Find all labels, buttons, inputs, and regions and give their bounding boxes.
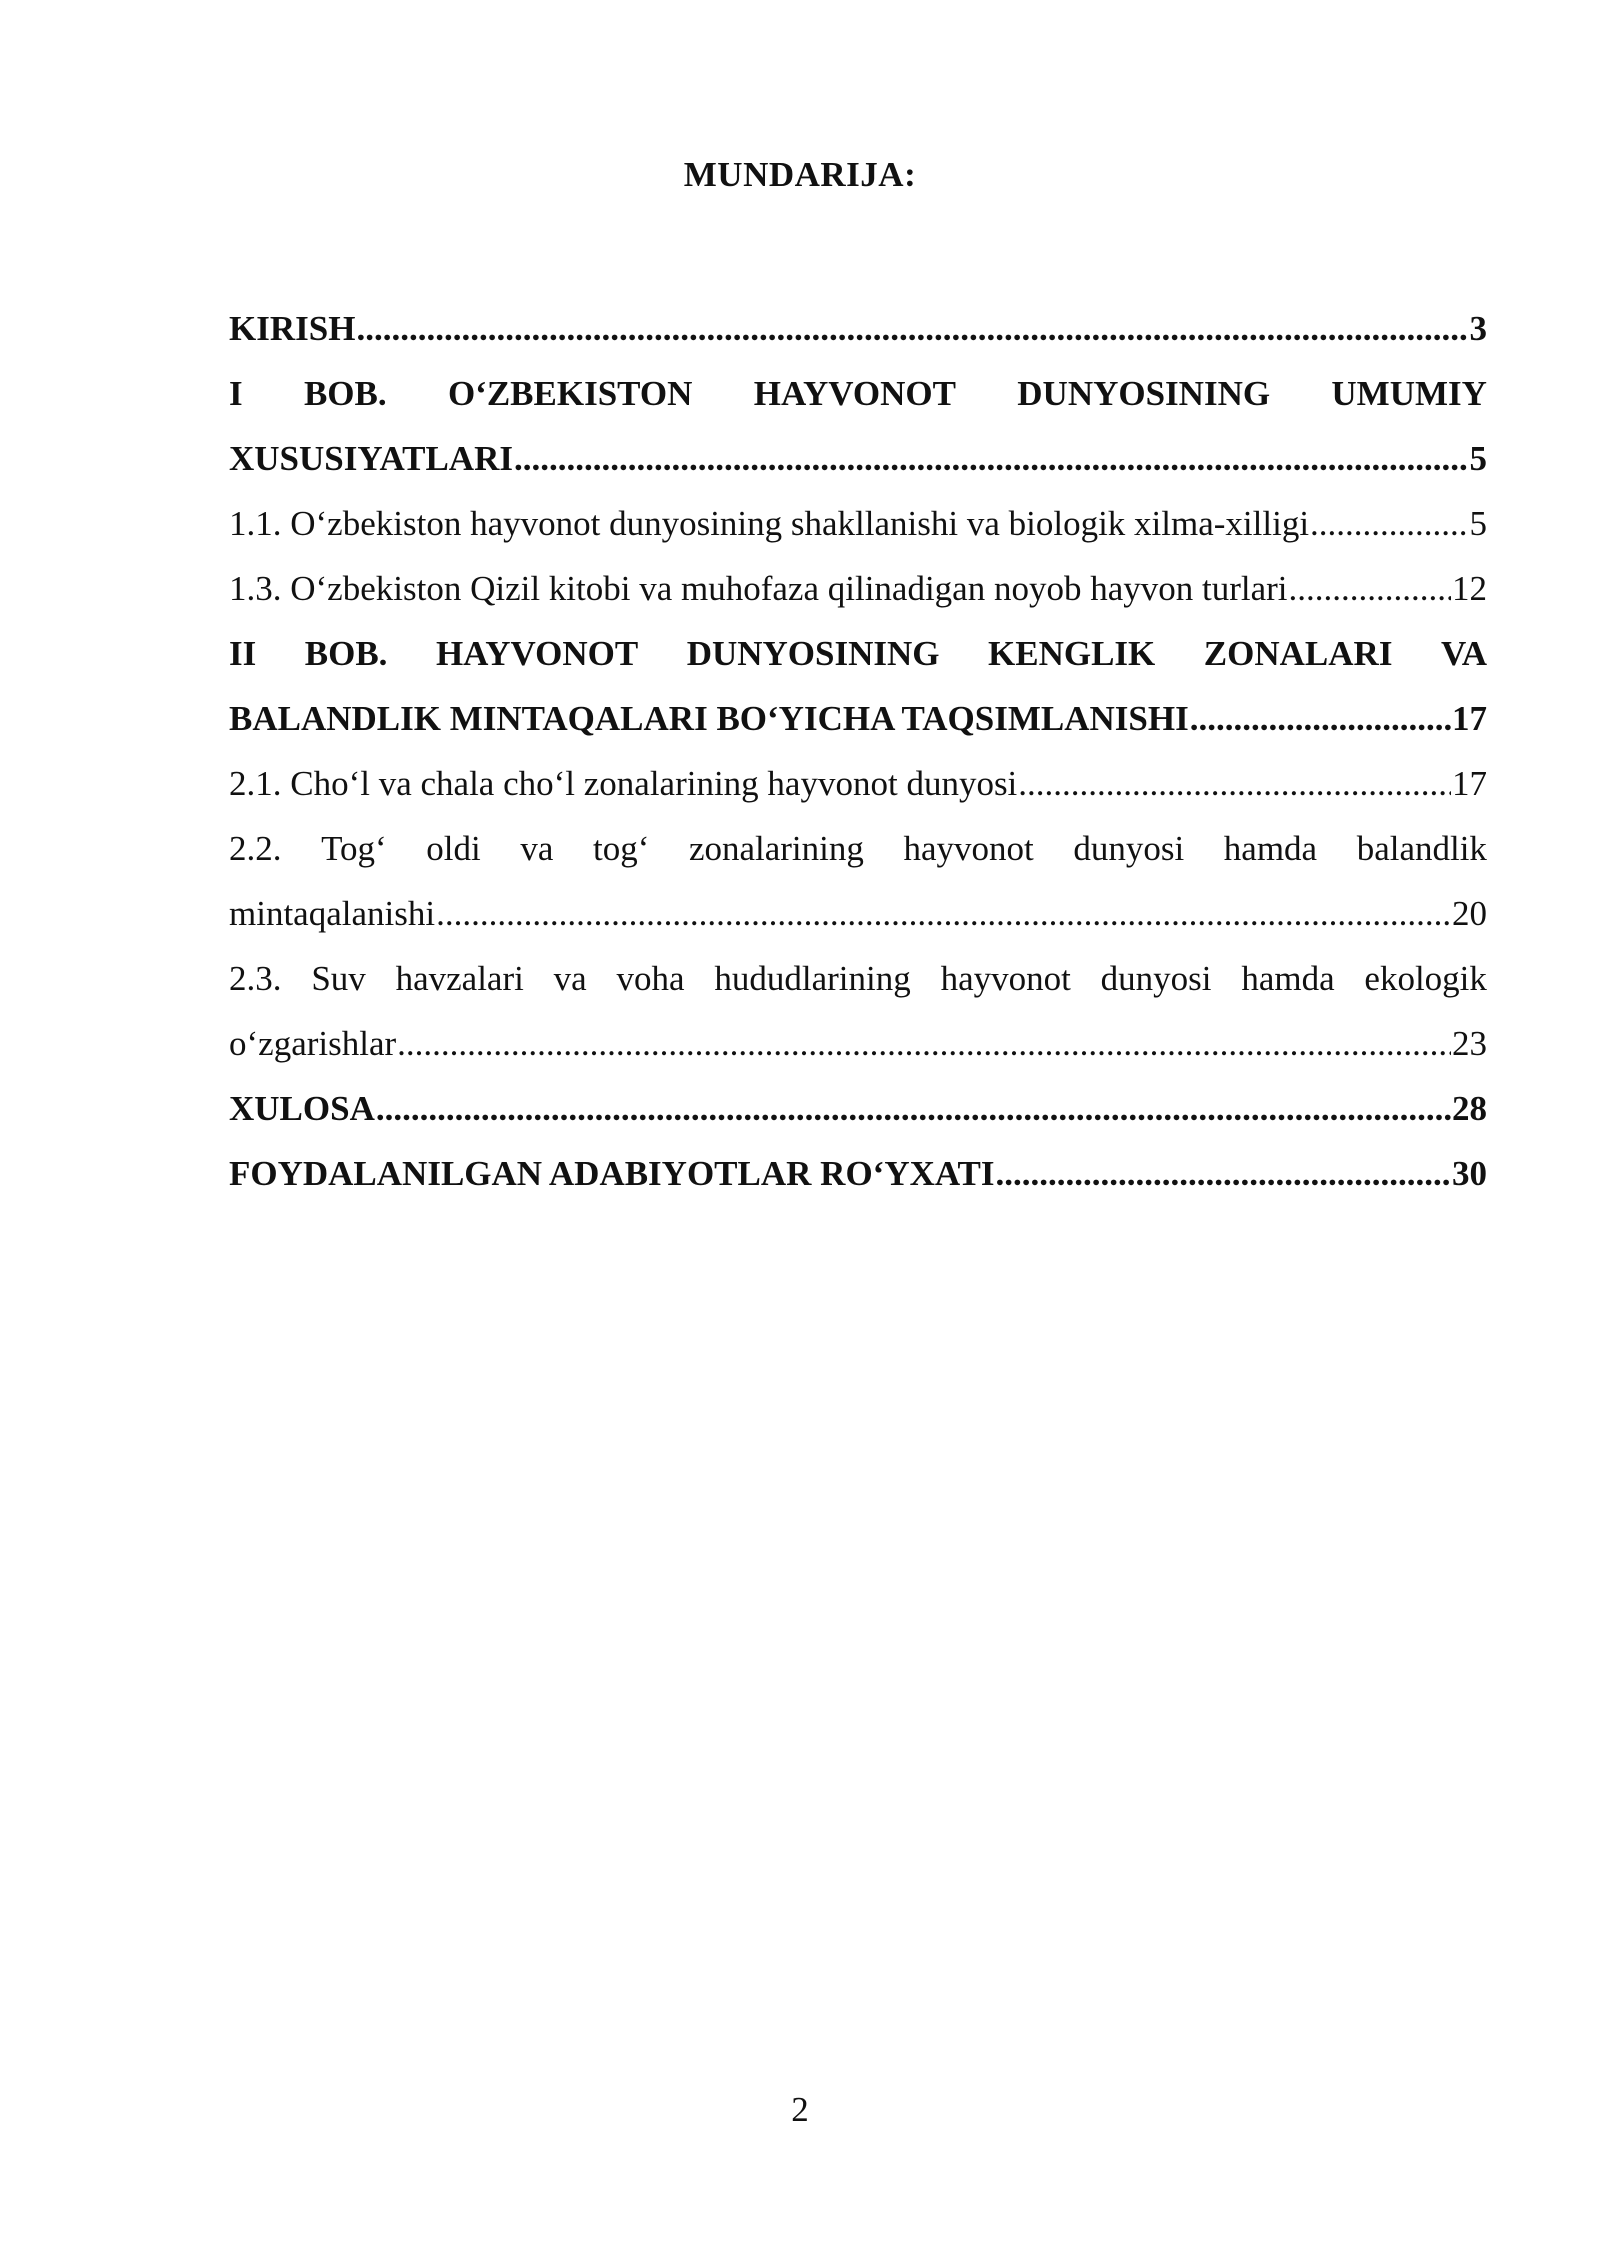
toc-entry-section-1-1[interactable] xyxy=(229,491,1487,556)
toc-entry-page: 30 xyxy=(1452,1154,1487,1193)
toc-entry-page: 5 xyxy=(1469,439,1487,478)
toc-entry-xulosa[interactable] xyxy=(229,1076,1487,1141)
title-word: hamda xyxy=(1223,829,1318,868)
dot-leader xyxy=(376,1076,1451,1141)
toc-entry-title-line xyxy=(229,361,1487,426)
title-word: balandlik xyxy=(1356,829,1487,868)
title-word: HAYVONOT xyxy=(435,634,639,673)
toc-entry-title-line xyxy=(229,621,1487,686)
toc-entry-page: 20 xyxy=(1452,894,1487,933)
title-word: Tog‘ xyxy=(321,829,387,868)
toc-entry-page: 5 xyxy=(1469,504,1487,543)
title-word: havzalari xyxy=(395,959,524,998)
title-word: zonalarining xyxy=(688,829,864,868)
dot-leader xyxy=(356,296,1468,361)
toc-entry-references[interactable] xyxy=(229,1141,1487,1206)
title-word: I xyxy=(229,374,243,413)
toc-entry-title: XULOSA xyxy=(229,1089,375,1128)
title-word: O‘ZBEKISTON xyxy=(447,374,693,413)
toc-entry-page: 17 xyxy=(1452,764,1487,803)
table-of-contents xyxy=(229,296,1487,1206)
toc-entry-page: 28 xyxy=(1452,1089,1487,1128)
toc-entry-title: 1.1. O‘zbekiston hayvonot dunyosining shakllanishi va biologik xilma-xilligi xyxy=(229,504,1310,543)
title-word: va xyxy=(520,829,554,868)
toc-entry-page: 3 xyxy=(1469,309,1487,348)
title-word: tog‘ xyxy=(592,829,650,868)
toc-entry-title-line xyxy=(229,946,1487,1011)
title-word: hamda xyxy=(1241,959,1335,998)
title-word: DUNYOSINING xyxy=(1017,374,1271,413)
dot-leader xyxy=(996,1141,1451,1206)
title-word: BOB. xyxy=(303,374,387,413)
toc-entry-section-2-3[interactable] xyxy=(229,946,1487,1076)
page-number: 2 xyxy=(791,2090,809,2129)
title-word: BOB. xyxy=(304,634,388,673)
dot-leader xyxy=(1289,556,1451,621)
toc-entry-title: 1.3. O‘zbekiston Qizil kitobi va muhofaza qilinadigan noyob hayvon turlari xyxy=(229,569,1288,608)
dot-leader xyxy=(1190,686,1451,751)
dot-leader xyxy=(514,426,1469,491)
title-word: 2.2. xyxy=(229,829,282,868)
toc-entry-title: FOYDALANILGAN ADABIYOTLAR RO‘YXATI xyxy=(229,1154,995,1193)
toc-entry-section-2-2[interactable] xyxy=(229,816,1487,946)
dot-leader xyxy=(436,881,1451,946)
toc-entry-title: 2.1. Cho‘l va chala cho‘l zonalarining hayvonot dunyosi xyxy=(229,764,1018,803)
title-word: UMUMIY xyxy=(1331,374,1487,413)
title-word: oldi xyxy=(426,829,481,868)
toc-entry-chapter-2[interactable] xyxy=(229,621,1487,751)
toc-entry-title: BALANDLIK MINTAQALARI BO‘YICHA TAQSIMLANISHI xyxy=(229,699,1189,738)
toc-entry-page: 12 xyxy=(1452,569,1487,608)
title-word: HAYVONOT xyxy=(753,374,956,413)
toc-entry-page: 23 xyxy=(1452,1024,1487,1063)
title-word: dunyosi xyxy=(1100,959,1212,998)
toc-entry-kirish[interactable] xyxy=(229,296,1487,361)
toc-entry-title: mintaqalanishi xyxy=(229,894,436,933)
title-word: ekologik xyxy=(1364,959,1487,998)
toc-entry-title-line xyxy=(229,816,1487,881)
title-word: 2.3. xyxy=(229,959,282,998)
title-word: II xyxy=(229,634,257,673)
toc-entry-section-1-3[interactable] xyxy=(229,556,1487,621)
toc-entry-section-2-1[interactable] xyxy=(229,751,1487,816)
title-word: hududlarining xyxy=(714,959,911,998)
toc-entry-title: o‘zgarishlar xyxy=(229,1024,397,1063)
dot-leader xyxy=(397,1011,1451,1076)
dot-leader xyxy=(1310,491,1468,556)
title-word: Suv xyxy=(311,959,366,998)
dot-leader xyxy=(1018,751,1451,816)
toc-heading: MUNDARIJA: xyxy=(683,155,917,194)
title-word: hayvonot xyxy=(903,829,1034,868)
title-word: KENGLIK xyxy=(988,634,1156,673)
toc-entry-chapter-1[interactable] xyxy=(229,361,1487,491)
title-word: hayvonot xyxy=(940,959,1071,998)
title-word: va xyxy=(553,959,587,998)
toc-entry-page: 17 xyxy=(1452,699,1487,738)
title-word: ZONALARI xyxy=(1203,634,1393,673)
toc-entry-title: XUSUSIYATLARI xyxy=(229,439,513,478)
title-word: VA xyxy=(1440,634,1487,673)
title-word: voha xyxy=(616,959,685,998)
title-word: dunyosi xyxy=(1073,829,1185,868)
toc-entry-title: KIRISH xyxy=(229,309,356,348)
title-word: DUNYOSINING xyxy=(686,634,940,673)
